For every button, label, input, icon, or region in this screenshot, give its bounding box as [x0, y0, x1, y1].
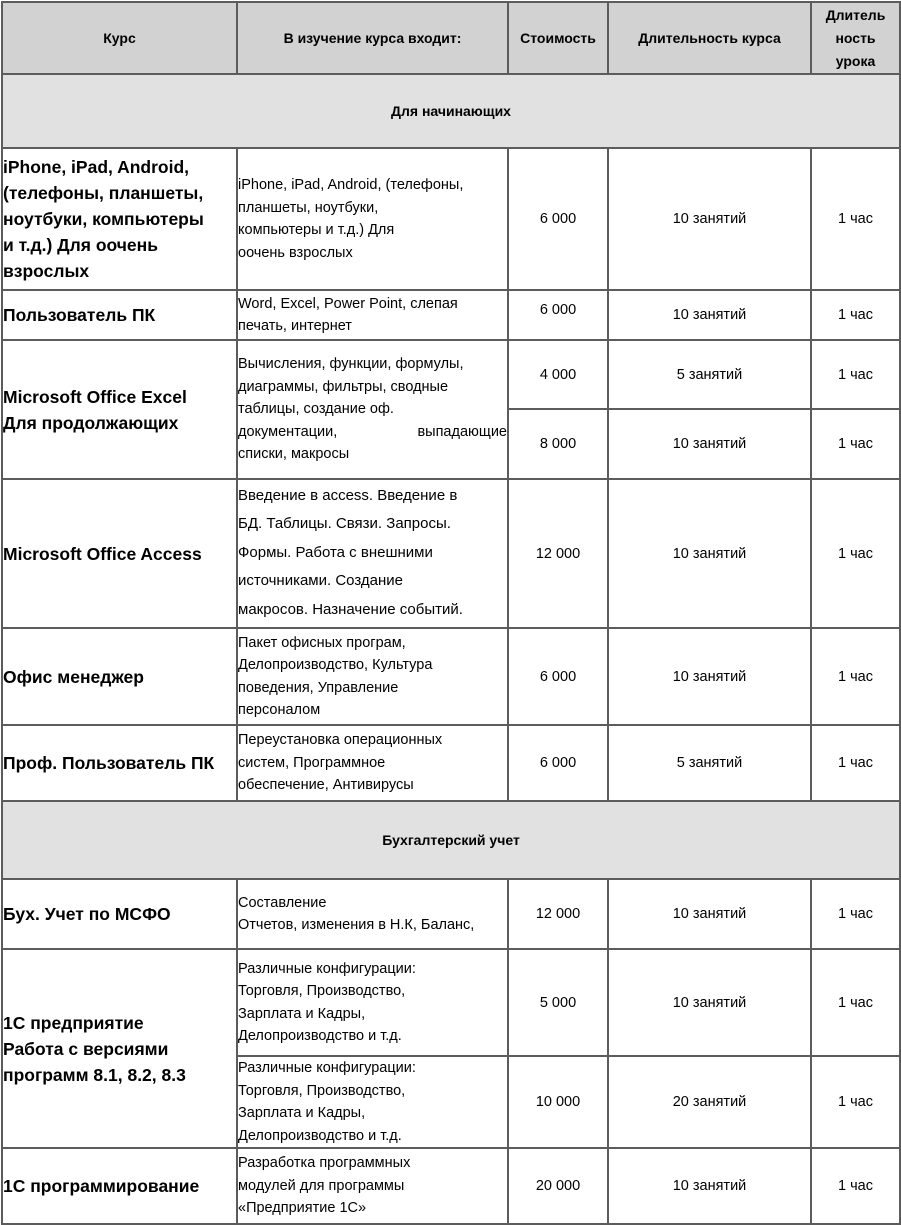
course-name-line: Для продолжающих: [3, 412, 179, 433]
description-line: Торговля, Производство,: [238, 983, 406, 999]
lesson-duration: 1 час: [811, 340, 900, 409]
description-line: Составление: [238, 894, 327, 911]
course-name-line: ноутбуки, компьютеры: [3, 209, 204, 229]
course-description: [237, 340, 508, 479]
course-duration: 10 занятий: [608, 409, 811, 479]
description-line: Переустановка операционных: [238, 732, 443, 749]
course-price: 20 000: [508, 1148, 608, 1224]
description-line: таблицы, создание оф.: [238, 401, 394, 418]
course-price: 6 000: [508, 148, 608, 290]
course-name-line: программ 8.1, 8.2, 8.3: [3, 1064, 186, 1085]
course-price: 10 000: [508, 1056, 608, 1148]
description-line: макросов. Назначение событий.: [238, 600, 463, 618]
course-price: 5 000: [508, 949, 608, 1056]
course-name: Пользователь ПК: [2, 290, 237, 340]
description-line: Пакет офисных програм,: [238, 634, 406, 651]
course-price: 12 000: [508, 879, 608, 949]
header-lesson-duration: [811, 2, 900, 74]
header-lesson-line: ность: [835, 29, 876, 46]
course-name-line: iPhone, iPad, Android,: [3, 157, 190, 177]
description-line: поведения, Управление: [238, 679, 399, 696]
table-row: [2, 340, 900, 409]
course-name: 1С программирование: [2, 1148, 237, 1224]
course-name-line: (телефоны, планшеты,: [3, 183, 204, 203]
course-name-line: Работа с версиями: [3, 1038, 169, 1059]
course-name: Бух. Учет по МСФО: [2, 879, 237, 949]
course-price: 8 000: [508, 409, 608, 479]
section-row-beginners: [2, 74, 900, 148]
description-line: диаграммы, фильтры, сводные: [238, 378, 449, 395]
course-name-line: 1С предприятие: [3, 1012, 144, 1033]
header-row: [2, 2, 900, 74]
description-line: Различные конфигурации:: [238, 1060, 416, 1076]
description-line: обеспечение, Антивирусы: [238, 777, 414, 794]
course-name: Проф. Пользователь ПК: [2, 725, 237, 801]
course-price: 4 000: [508, 340, 608, 409]
course-description: [237, 949, 508, 1056]
lesson-duration: 1 час: [811, 1056, 900, 1148]
lesson-duration: 1 час: [811, 1148, 900, 1224]
description-line: персоналом: [238, 702, 321, 718]
description-line: печать, интернет: [238, 318, 352, 334]
course-name: [2, 340, 237, 479]
table-row: [2, 879, 900, 949]
course-description: [237, 1148, 508, 1224]
course-price: 6 000: [508, 628, 608, 725]
course-description: [237, 628, 508, 725]
course-price: 6 000: [508, 290, 608, 340]
description-line-justified: [238, 421, 507, 444]
header-duration: Длительность курса: [608, 2, 811, 74]
lesson-duration: 1 час: [811, 949, 900, 1056]
course-duration: 5 занятий: [608, 340, 811, 409]
course-duration: 5 занятий: [608, 725, 811, 801]
course-duration: 10 занятий: [608, 949, 811, 1056]
course-description: [237, 290, 508, 340]
table-row: [2, 148, 900, 290]
course-name-line: взрослых: [3, 261, 90, 281]
table-row: [2, 725, 900, 801]
course-duration: 10 занятий: [608, 290, 811, 340]
description-line: БД. Таблицы. Связи. Запросы.: [238, 515, 451, 533]
description-line: Делопроизводство, Культура: [238, 657, 433, 673]
description-line: Торговля, Производство,: [238, 1082, 406, 1099]
description-line: Различные конфигурации:: [238, 960, 416, 977]
course-description: [237, 725, 508, 801]
lesson-duration: 1 час: [811, 879, 900, 949]
lesson-duration: 1 час: [811, 479, 900, 628]
course-name: [2, 148, 237, 290]
course-description: [237, 479, 508, 628]
header-lesson-line: Длитель: [825, 6, 886, 23]
course-duration: 10 занятий: [608, 628, 811, 725]
description-line: iPhone, iPad, Android, (телефоны,: [238, 177, 464, 193]
lesson-duration: 1 час: [811, 628, 900, 725]
header-lesson-line: урока: [835, 52, 876, 69]
table-row: [2, 1148, 900, 1224]
description-line: Word, Excel, Power Point, слепая: [238, 295, 458, 312]
course-description: [237, 148, 508, 290]
description-line: Зарплата и Кадры,: [238, 1105, 366, 1121]
description-line: Введение в access. Введение в: [238, 486, 458, 504]
description-line: Делопроизводство и т.д.: [238, 1127, 402, 1144]
course-price-table: [1, 1, 901, 1225]
description-line: Разработка программных: [238, 1155, 411, 1172]
course-name: Офис менеджер: [2, 628, 237, 725]
table-row: [2, 479, 900, 628]
section-title: Для начинающих: [2, 74, 900, 148]
description-line: источниками. Создание: [238, 572, 403, 590]
header-price: Стоимость: [508, 2, 608, 74]
course-duration: 10 занятий: [608, 148, 811, 290]
description-line: планшеты, ноутбуки,: [238, 199, 379, 216]
description-line: Формы. Работа с внешними: [238, 543, 433, 561]
lesson-duration: 1 час: [811, 148, 900, 290]
course-name-line: Microsoft Office Excel: [3, 386, 187, 407]
description-line: Зарплата и Кадры,: [238, 1005, 366, 1022]
course-name: [2, 949, 237, 1148]
table-row: [2, 949, 900, 1056]
description-line: списки, макросы: [238, 446, 350, 463]
description-line: оочень взрослых: [238, 244, 353, 261]
course-price: 12 000: [508, 479, 608, 628]
description-word: документации,: [238, 423, 338, 440]
table-row: [2, 628, 900, 725]
lesson-duration: 1 час: [811, 409, 900, 479]
description-line: «Предприятие 1С»: [238, 1200, 367, 1217]
course-duration: 10 занятий: [608, 1148, 811, 1224]
course-description: [237, 879, 508, 949]
section-title: Бухгалтерский учет: [2, 801, 900, 879]
section-row-accounting: [2, 801, 900, 879]
course-name: Microsoft Office Access: [2, 479, 237, 628]
course-duration: 10 занятий: [608, 879, 811, 949]
description-line: Вычисления, функции, формулы,: [238, 356, 464, 373]
description-line: компьютеры и т.д.) Для: [238, 222, 395, 238]
table-row: [2, 290, 900, 340]
lesson-duration: 1 час: [811, 725, 900, 801]
description-line: систем, Программное: [238, 754, 386, 771]
description-word: выпадающие: [417, 423, 507, 440]
description-line: Отчетов, изменения в Н.К, Баланс,: [238, 917, 475, 933]
course-description: [237, 1056, 508, 1148]
course-duration: 20 занятий: [608, 1056, 811, 1148]
lesson-duration: 1 час: [811, 290, 900, 340]
header-includes: В изучение курса входит:: [237, 2, 508, 74]
course-name-line: и т.д.) Для оочень: [3, 235, 158, 255]
course-price: 6 000: [508, 725, 608, 801]
description-line: Делопроизводство и т.д.: [238, 1028, 402, 1044]
description-line: модулей для программы: [238, 1177, 405, 1194]
course-duration: 10 занятий: [608, 479, 811, 628]
header-course: Курс: [2, 2, 237, 74]
